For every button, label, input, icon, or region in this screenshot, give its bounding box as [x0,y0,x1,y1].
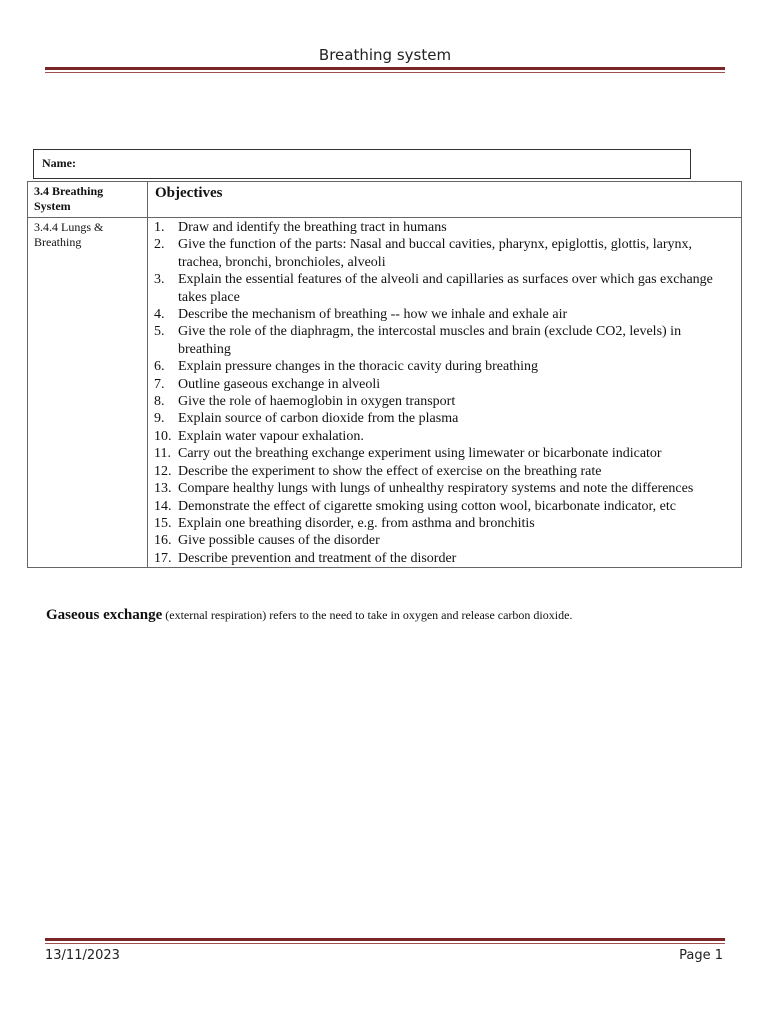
objective-item [154,306,737,323]
footer-date: 13/11/2023 [45,948,120,963]
objectives-heading: Objectives [148,182,742,218]
objective-text: Give the role of haemoglobin in oxygen transport [178,394,456,410]
objective-text: Explain one breathing disorder, e.g. from asthma and bronchitis [178,515,535,531]
subtopic-cell: 3.4.4 Lungs & Breathing [28,218,148,568]
objective-text: Demonstrate the effect of cigarette smoking using cotton wool, bicarbonate indicator, etc [178,498,676,514]
objective-number: 8. [154,394,165,410]
objective-number: 10. [154,428,172,444]
objective-text: Describe prevention and treatment of the disorder [178,550,457,566]
objective-text: Describe the experiment to show the effect of exercise on the breathing rate [178,463,602,479]
objective-item [154,445,737,462]
objective-number: 12. [154,463,172,479]
objective-number: 14. [154,498,172,514]
objective-item [154,550,737,567]
page-header-title: Breathing system [318,46,452,64]
objective-number: 3. [154,272,165,288]
objectives-cell [148,218,742,568]
objective-item [154,271,737,306]
objective-item [154,428,737,445]
objective-text: Compare healthy lungs with lungs of unhealthy respiratory systems and note the differences [178,481,694,497]
footer-page-number: Page 1 [679,948,723,963]
gaseous-exchange-definition: (external respiration) refers to the need to take in oxygen and release carbon dioxide. [162,608,573,622]
gaseous-exchange-paragraph [46,607,736,624]
objective-item [154,393,737,410]
objective-number: 15. [154,515,172,531]
table-body-row [28,218,742,568]
objective-item [154,515,737,532]
objective-text: Give the function of the parts: Nasal and buccal cavities, pharynx, epiglottis, glottis, larynx, trachea, bronchi, bronchioles, alveoli [178,237,692,270]
table-header-row [28,182,742,218]
objective-text: Describe the mechanism of breathing -- how we inhale and exhale air [178,307,568,323]
objective-item [154,463,737,480]
objective-number: 5. [154,324,165,340]
objective-item [154,236,737,271]
objective-number: 17. [154,550,172,566]
objective-text: Give possible causes of the disorder [178,533,380,549]
objective-text: Explain source of carbon dioxide from the plasma [178,411,459,427]
objective-number: 16. [154,533,172,549]
objective-text: Outline gaseous exchange in alveoli [178,376,381,392]
objective-text: Draw and identify the breathing tract in humans [178,220,447,235]
footer-rule [45,938,725,944]
topic-cell: 3.4 Breathing System [28,182,148,218]
objective-number: 4. [154,307,165,323]
objective-number: 2. [154,237,165,253]
objective-text: Give the role of the diaphragm, the intercostal muscles and brain (exclude CO2, levels) in breathing [178,324,682,357]
gaseous-exchange-term: Gaseous exchange [46,607,163,623]
name-label: Name: [42,156,76,170]
objective-item [154,410,737,427]
objective-number: 9. [154,411,165,427]
objective-item [154,376,737,393]
objective-text: Explain water vapour exhalation. [178,428,364,444]
objective-number: 6. [154,359,165,375]
objective-text: Explain the essential features of the alveoli and capillaries as surfaces over which gas exchange takes place [178,272,713,305]
objective-item [154,219,737,236]
objective-number: 13. [154,481,172,497]
objectives-table [27,181,742,568]
header-rule [45,67,725,73]
objective-number: 1. [154,220,165,235]
objective-number: 7. [154,376,165,392]
objective-text: Explain pressure changes in the thoracic cavity during breathing [178,359,538,375]
name-field[interactable] [33,149,691,179]
objective-text: Carry out the breathing exchange experiment using limewater or bicarbonate indicator [178,446,662,462]
objective-item [154,498,737,515]
objective-number: 11. [154,446,171,462]
objectives-list [154,219,737,567]
objective-item [154,480,737,497]
objective-item [154,358,737,375]
objective-item [154,532,737,549]
objective-item [154,323,737,358]
